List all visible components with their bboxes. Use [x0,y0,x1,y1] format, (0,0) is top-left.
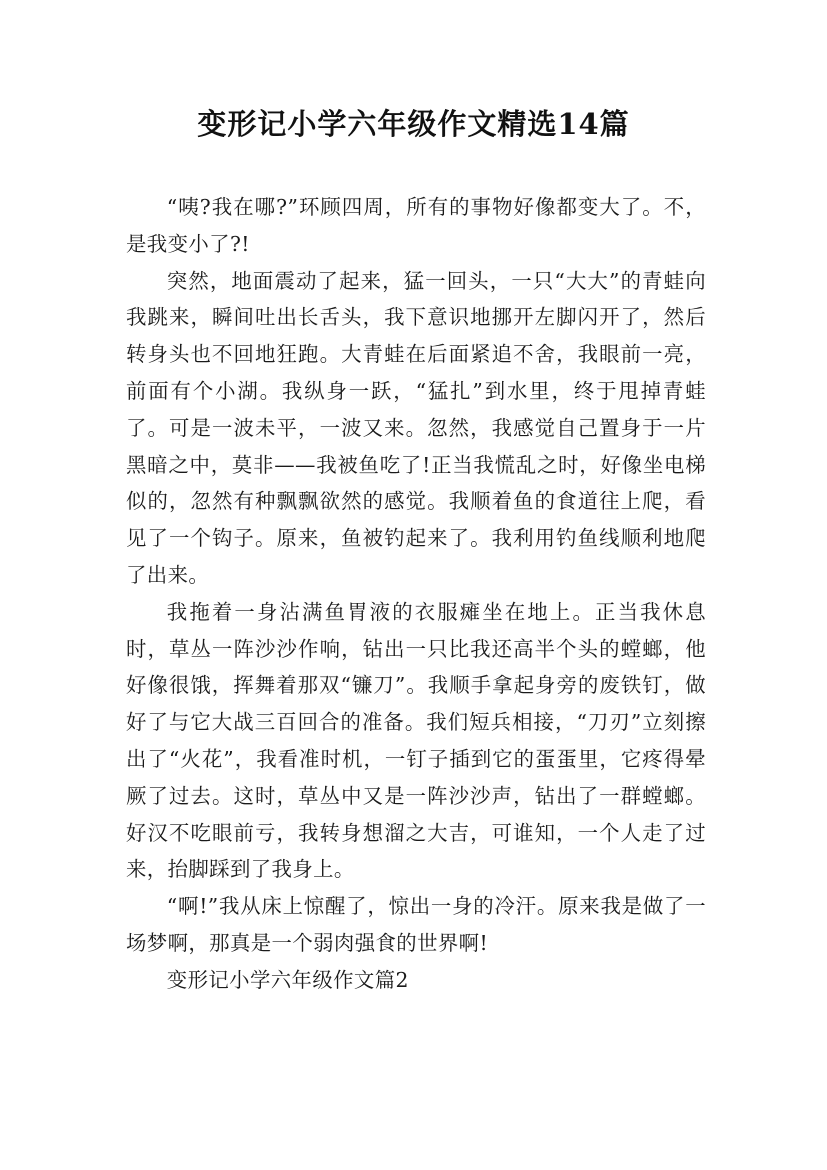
paragraph-2: 突然，地面震动了起来，猛一回头，一只“大大”的青蛙向我跳来，瞬间吐出长舌头，我下意识地挪开左脚闪开了，然后转身头也不回地狂跑。大青蛙在后面紧追不舍，我眼前一亮，前面有个小湖。我纵身一跃，“猛扎”到水里，终于甩掉青蛙了。可是一波未平，一波又来。忽然，我感觉自己置身于一片黑暗之中，莫非——我被鱼吃了!正当我慌乱之时，好像坐电梯似的，忽然有种飘飘欲然的感觉。我顺着鱼的食道往上爬，看见了一个钩子。原来，鱼被钓起来了。我利用钓鱼线顺利地爬了出来。 [126,268,706,587]
document-body [126,189,706,999]
paragraph-1: “咦?我在哪?”环顾四周，所有的事物好像都变大了。不，是我变小了?! [126,195,706,256]
paragraph-3: 我拖着一身沾满鱼胃液的衣服瘫坐在地上。正当我休息时，草丛一阵沙沙作响，钻出一只比我还高半个头的螳螂，他好像很饿，挥舞着那双“镰刀”。我顺手拿起身旁的废铁钉，做好了与它大战三百回合的准备。我们短兵相接，“刀刃”立刻擦出了“火花”，我看准时机，一钉子插到它的蛋蛋里，它疼得晕厥了过去。这时，草丛中又是一阵沙沙声，钻出了一群螳螂。好汉不吃眼前亏，我转身想溜之大吉，可谁知，一个人走了过来，抬脚踩到了我身上。 [126,599,706,882]
paragraph-4: “啊!”我从床上惊醒了，惊出一身的冷汗。原来我是做了一场梦啊，那真是一个弱肉强食的世界啊! [126,894,706,955]
section-heading: 变形记小学六年级作文篇2 [166,967,409,992]
document-title: 变形记小学六年级作文精选14篇 [197,107,630,141]
